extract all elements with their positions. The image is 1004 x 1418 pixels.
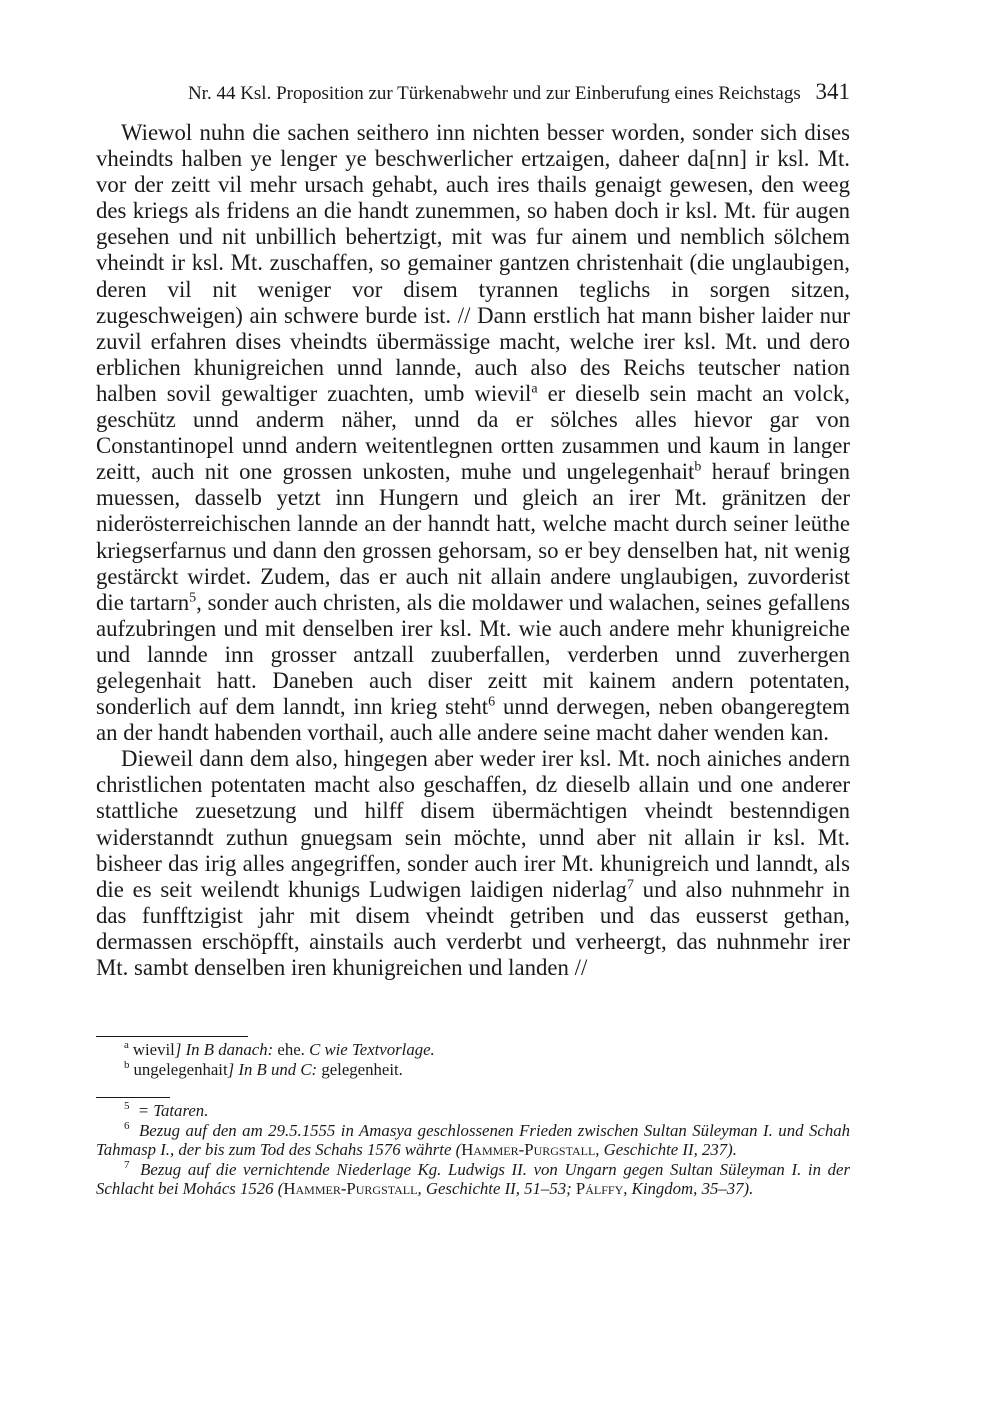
- footnote-ref-5: 5: [189, 590, 197, 606]
- note-separator: ]: [174, 1040, 182, 1059]
- note-lemma: wievil: [132, 1040, 175, 1059]
- running-header: [96, 78, 850, 106]
- note-text: gelegenheit.: [317, 1059, 403, 1079]
- note-italic: C wie Textvorlage.: [309, 1040, 435, 1059]
- footnote-7: [96, 1160, 850, 1199]
- paragraph-1-text-4: , sonder auch christen, als die moldawer und walachen, seines gefallens aufzubringen und mit denselben irer ksl. Mt. wie auch andere mehr khunigreiche und lannde inn grosser antzall zuuberfallen, verderben unnd zuverhergen gelegenhait hatt. Daneben auch diser zeitt mit kainem andern potentaten, sonderlich auf dem lanndt, inn krieg steht: [96, 589, 850, 720]
- paragraph-2-text-2: und also nuhnmehr in das funfftzigist jahr mit disem vheindt getriben und das eusserst gethan, dermassen erschöpfft, ainstails auch verderbt und verheergt, das nuhnmehr irer Mt. sambt denselben iren khunigreichen und landen //: [96, 876, 850, 980]
- paragraph-1-text-5: unnd derwegen, neben obangeregtem an der handt habenden vorthail, auch alle andere seine macht daher wenden kan.: [96, 694, 850, 746]
- historical-notes: [96, 1101, 850, 1199]
- note-mark: a: [124, 1039, 129, 1052]
- note-mark: 6: [124, 1120, 130, 1132]
- note-text: ehe.: [273, 1040, 310, 1059]
- running-title: Nr. 44 Ksl. Proposition zur Türkenabwehr und zur Einberufung eines Reichstags: [187, 83, 801, 104]
- critical-note-a: [96, 1040, 850, 1060]
- note-text: , Kingdom, 35–37).: [623, 1179, 754, 1199]
- author-name: Hammer-Purgstall: [461, 1140, 596, 1160]
- note-text: , Geschichte II, 51–53;: [417, 1179, 576, 1199]
- paragraph-1-text-2: er dieselb sein macht an volck, geschütz unnd anderm näher, unnd da er sölches alles hievor gar von Constantinopel unnd andern weitentlegnen ortten zusammen und kaum in langer zeitt, auch nit one grossen unkosten, muhe und ungelegenhait: [96, 380, 850, 485]
- note-lemma: ungelegenhait: [133, 1059, 228, 1079]
- note-italic: In B und C:: [234, 1059, 318, 1079]
- paragraph-1: [96, 120, 850, 746]
- footnote-5: [96, 1101, 850, 1121]
- footnote-ref-a: a: [531, 381, 538, 397]
- main-text: [96, 120, 850, 981]
- paragraph-2: [96, 746, 850, 981]
- author-name: Pálffy: [575, 1179, 624, 1199]
- footnote-6: [96, 1121, 850, 1160]
- footnote-ref-7: 7: [626, 877, 634, 893]
- note-text: , Geschichte II, 237).: [595, 1140, 737, 1160]
- historical-notes-divider: [96, 1097, 170, 1098]
- note-mark: b: [124, 1059, 130, 1071]
- note-separator: ]: [227, 1059, 235, 1079]
- footnote-ref-6: 6: [488, 694, 496, 710]
- note-text: Bezug auf die vernichtende Niederlage Kg. Ludwigs II. von Ungarn gegen Sultan Süleyman I. in der Schlacht bei Mohács 1526 (: [96, 1159, 850, 1199]
- footnote-ref-b: b: [694, 459, 702, 475]
- note-text: = Tataren.: [133, 1101, 209, 1120]
- critical-apparatus: [96, 1040, 850, 1079]
- author-name: Hammer-Purgstall: [283, 1179, 418, 1199]
- note-text: Bezug auf den am 29.5.1555 in Amasya geschlossenen Frieden zwischen Sultan Süleyman I. und Schah Tahmasp I., der bis zum Tod des Schahs 1576 währte (: [96, 1120, 850, 1160]
- critical-note-b: [96, 1060, 850, 1080]
- note-mark: 5: [124, 1100, 130, 1113]
- note-mark: 7: [124, 1159, 130, 1172]
- critical-notes-divider: [96, 1036, 248, 1037]
- note-italic: In B danach:: [181, 1040, 274, 1059]
- paragraph-1-text-3: herauf bringen muessen, dasselb yetzt inn Hungern und gleich an irer Mt. gränitzen der niderösterreichischen lannde an der hanndt hatt, welche macht durch seiner leüthe kriegserfarnus und dann den grossen gehorsam, so er bey denselben hat, nit wenig gestärckt wirdet. Zudem, das er auch nit allain andere unglaubigen, zuvorderist die tartarn: [96, 459, 850, 615]
- paragraph-1-text-1: Wiewol nuhn die sachen seithero inn nichten besser worden, sonder sich dises vheindts halben ye lenger ye beschwerlicher ertzaigen, daheer da[nn] ir ksl. Mt. vor der zeitt vil mehr ursach gehabt, auch ires thails genaigt gewesen, den weeg des kriegs als fridens an die handt zunemmen, so haben doch ir ksl. Mt. für augen gesehen und nit unbillich behertzigt, mit was fur ainem und nemblich sölchem vheindt ir ksl. Mt. zuschaffen, so gemainer gantzen christenhait (die unglaubigen, deren vil nit weniger vor disem tyrannen teglichs in sorgen sitzen, zugeschweigen) ain schwere burde ist. // Dann erstlich hat mann bisher laider nur zuvil erfahren dises vheindts übermässige macht, welche irer ksl. Mt. und dero erblichen khunigreichen unnd lannde, auch also des Reichs teutscher nation halben sovil gewaltiger zuachten, umb wievil: [96, 120, 850, 406]
- paragraph-2-text-1: Dieweil dann dem also, hingegen aber weder irer ksl. Mt. noch ainiches andern christlichen potentaten macht also geschaffen, dz dieselb allain und one anderer stattliche zuesetzung und hilff disem übermächtigen vheindt bestenndigen widerstanndt zuthun gnuegsam sein möchte, unnd aber nit allain ir ksl. Mt. bisheer das irig alles angegriffen, sonder auch irer Mt. khunigreich und lanndt, als die es seit weilendt khunigs Ludwigen laidigen niderlag: [96, 746, 850, 902]
- page-number: 341: [815, 79, 850, 104]
